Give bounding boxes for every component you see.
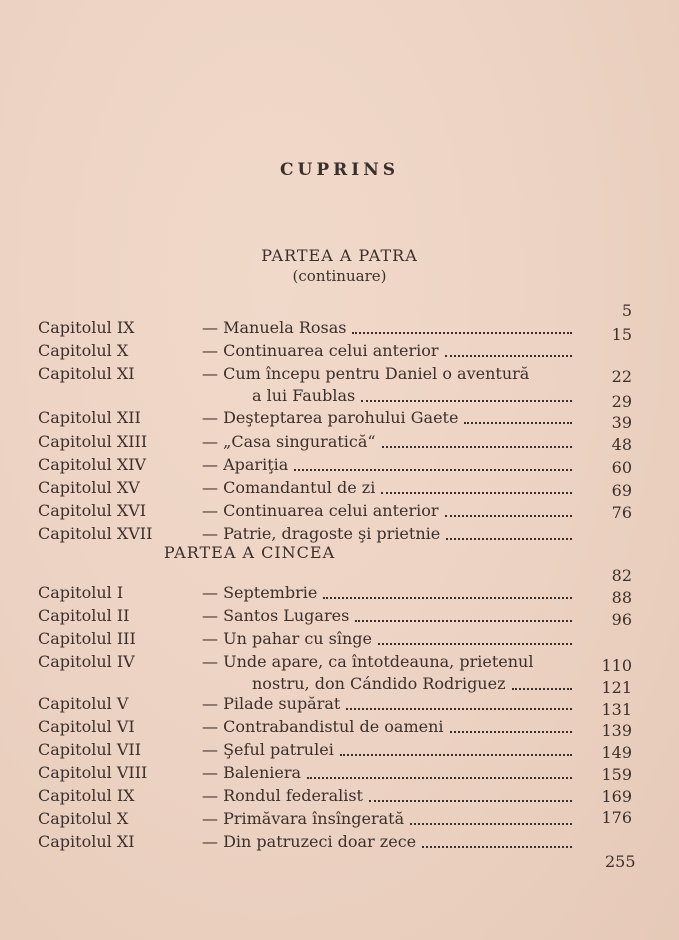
- chapter-title: — Pilade supărat: [202, 694, 341, 713]
- chapter-label: Capitolul XIV: [38, 455, 147, 474]
- chapter-title: — „Casa singuratică“: [202, 432, 376, 451]
- chapter-label: Capitolul IV: [38, 652, 135, 671]
- dot-leader: [445, 515, 572, 517]
- dot-leader: [361, 400, 572, 402]
- chapter-title: — Şeful patrulei: [202, 740, 334, 759]
- part4-title: PARTEA A PATRA: [261, 246, 418, 265]
- chapter-label: Capitolul III: [38, 629, 136, 648]
- chapter-label: Capitolul VIII: [38, 763, 148, 782]
- dot-leader: [464, 422, 572, 424]
- page-title: CUPRINS: [279, 160, 400, 180]
- chapter-label: Capitolul II: [38, 606, 130, 625]
- chapter-label: Capitolul VII: [38, 740, 142, 759]
- dot-leader: [381, 492, 572, 494]
- part4-subtitle: (continuare): [292, 267, 387, 285]
- chapter-title: — Patrie, dragoste şi prietnie: [202, 524, 441, 543]
- chapter-label: Capitolul XVII: [38, 524, 153, 543]
- chapter-label: Capitolul XVI: [38, 501, 147, 520]
- page-number: 255: [605, 852, 636, 871]
- chapter-label: Capitolul I: [38, 583, 124, 602]
- chapter-title: — Primăvara însîngerată: [202, 809, 405, 828]
- dot-leader: [346, 708, 572, 710]
- chapter-label: Capitolul XI: [38, 364, 135, 383]
- chapter-label: Capitolul XIII: [38, 432, 148, 451]
- dot-leader: [378, 643, 572, 645]
- page-number-entry: 110: [601, 656, 632, 675]
- dot-leader: [422, 846, 572, 848]
- chapter-title: — Comandantul de zi: [202, 478, 376, 497]
- chapter-title: — Santos Lugares: [202, 606, 350, 625]
- chapter-title: — Contrabandistul de oameni: [202, 717, 444, 736]
- page-number-entry: 82: [611, 566, 632, 585]
- chapter-title: — Un pahar cu sînge: [202, 629, 373, 648]
- chapter-title: — Baleniera: [202, 763, 302, 782]
- page-number-entry: 159: [601, 765, 632, 784]
- page-number-entry: 149: [601, 743, 632, 762]
- page-number-entry: 139: [601, 721, 632, 740]
- dot-leader: [446, 538, 572, 540]
- chapter-title: — Rondul federalist: [202, 786, 363, 805]
- dot-leader: [352, 332, 572, 334]
- dot-leader: [340, 754, 572, 756]
- dot-leader: [445, 355, 572, 357]
- page-number-entry: 169: [601, 787, 632, 806]
- dot-leader: [410, 823, 572, 825]
- dot-leader: [450, 731, 572, 733]
- chapter-title: — Din patruzeci doar zece: [202, 832, 417, 851]
- page-number-entry: 96: [611, 610, 632, 629]
- chapter-label: Capitolul IX: [38, 786, 135, 805]
- chapter-title: — Manuela Rosas: [202, 318, 347, 337]
- chapter-title-continued: a lui Faublas: [252, 386, 356, 405]
- page-number-entry: 88: [611, 588, 632, 607]
- page-number-entry: 5: [621, 301, 632, 320]
- dot-leader: [307, 777, 572, 779]
- chapter-title: — Deşteptarea parohului Gaete: [202, 408, 459, 427]
- chapter-label: Capitolul XV: [38, 478, 140, 497]
- page-number-entry: 48: [611, 435, 632, 454]
- dot-leader: [369, 800, 572, 802]
- page-number-entry: 176: [601, 808, 632, 827]
- chapter-title: — Septembrie: [202, 583, 318, 602]
- chapter-title: — Unde apare, ca întotdeauna, prietenul: [202, 652, 534, 671]
- page-number-entry: 69: [611, 481, 632, 500]
- part5-title: PARTEA A CINCEA: [163, 543, 336, 562]
- page-number-entry: 60: [611, 458, 632, 477]
- page-number-entry: 15: [611, 325, 632, 344]
- page-number-entry: 39: [611, 413, 632, 432]
- chapter-title: — Continuarea celui anterior: [202, 341, 439, 360]
- chapter-label: Capitolul XI: [38, 832, 135, 851]
- page-number-entry: 29: [611, 392, 632, 411]
- page-number-entry: 131: [601, 700, 632, 719]
- page-number-entry: 76: [611, 503, 632, 522]
- dot-leader: [512, 688, 572, 690]
- chapter-label: Capitolul X: [38, 341, 129, 360]
- chapter-label: Capitolul IX: [38, 318, 135, 337]
- page-number-entry: 121: [601, 678, 632, 697]
- chapter-label: Capitolul V: [38, 694, 129, 713]
- page-number-entry: 22: [611, 367, 632, 386]
- chapter-title-continued: nostru, don Cándido Rodriguez: [252, 674, 506, 693]
- chapter-title: — Continuarea celui anterior: [202, 501, 439, 520]
- chapter-title: — Apariţia: [202, 455, 289, 474]
- chapter-title: — Cum începu pentru Daniel o aventură: [202, 364, 530, 383]
- dot-leader: [355, 620, 572, 622]
- chapter-label: Capitolul X: [38, 809, 129, 828]
- chapter-label: Capitolul XII: [38, 408, 141, 427]
- dot-leader: [382, 446, 572, 448]
- chapter-label: Capitolul VI: [38, 717, 135, 736]
- dot-leader: [323, 597, 572, 599]
- dot-leader: [294, 469, 572, 471]
